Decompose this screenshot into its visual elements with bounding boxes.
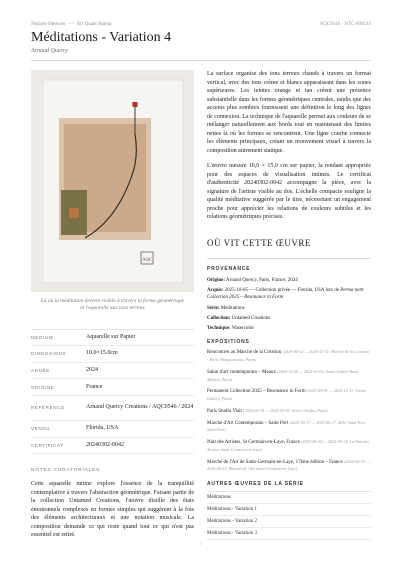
exhibition-detail: (2025-05-17 — 2025-05-17, MAC Saint-Port, Saint-Port) xyxy=(207,419,367,433)
provenance-details xyxy=(207,277,371,333)
exhibition-detail: (2025-05-24 — 2025-05-24, La Nuit des Artistes Saint-Germain-en-Laye) xyxy=(207,439,369,452)
svg-text:AQC: AQC xyxy=(142,256,152,262)
exhibition-detail: (2024-12-20 — 2025-01-05, Salon Andrée Beau Maison, Paris) xyxy=(207,368,358,382)
detail-value: Florida, USA xyxy=(86,425,119,432)
exhibition-name: Rencontres au Marché de la Création xyxy=(207,350,282,356)
artwork-details xyxy=(31,329,194,455)
breadcrumb-item[interactable]: Notices d'œuvres xyxy=(31,22,66,27)
curatorial-notes-heading: NOTES CURATORIALES xyxy=(31,468,101,474)
detail-row xyxy=(31,330,194,347)
provenance-technique-label: Technique: xyxy=(207,326,231,332)
header-divider xyxy=(31,60,371,61)
detail-value: 10.0×15.0cm xyxy=(86,350,118,357)
breadcrumb-item[interactable]: Art Quant Anima xyxy=(76,22,112,27)
exhibition-name: Permanent Collection 2025 – Resonance in Form xyxy=(207,389,306,395)
provenance-technique xyxy=(207,325,371,332)
detail-row xyxy=(31,363,194,380)
exhibition-name: Paris Studio Visit xyxy=(207,408,242,414)
page-header xyxy=(31,22,371,54)
detail-label: RÉFÉRENCE xyxy=(31,405,65,411)
detail-value: Arnaud Quercy Creations / AQC0546 / 2024 xyxy=(86,404,194,411)
exhibition-item[interactable] xyxy=(207,349,371,365)
provenance-acquired xyxy=(207,287,371,302)
provenance-origin-value: Arnaud Quercy, Paris, France, 2024 xyxy=(226,277,298,283)
page-number: 1 xyxy=(198,541,202,546)
provenance-acquired-value: 2025-10-05 — Collection privée — Florida, USA lors de xyxy=(224,288,339,294)
exhibition-detail: (2025-06-14 — 2025-06-15, Marché de l'Art Saint-Germain-en-Laye) xyxy=(207,458,370,472)
related-work-link[interactable]: Méditations xyxy=(207,492,371,504)
detail-label: CERTIFICAT xyxy=(31,442,64,448)
provenance-series-value: Méditations xyxy=(220,305,245,311)
detail-label: VENDU xyxy=(31,426,51,432)
detail-row xyxy=(31,396,194,421)
exhibition-name: Salon d'art contemporain – Meaux xyxy=(207,369,276,375)
page-title: Méditations - Variation 4 xyxy=(31,30,172,45)
related-works-heading: AUTRES ŒUVRES DE LA SÉRIE xyxy=(207,481,304,488)
exhibition-item[interactable] xyxy=(207,420,371,436)
curatorial-notes-text: Cette aquarelle intime explore l'essence de la tranquillité contemplative à travers l'abstraction géométrique. Faisant partie de la collection Untamed Creations, l'œuvre distille des états émotionnels complexes en formes simples qui suggèrent à la fois des éléments architecturaux et une notation musicale. La composition demande ce qui reste quand tout ce qui n'est pas essentiel est retiré. xyxy=(31,481,194,539)
provenance-series-label: Série: xyxy=(207,305,220,311)
exhibition-item[interactable] xyxy=(207,408,371,416)
detail-label: ORIGINE xyxy=(31,384,55,390)
left-column xyxy=(31,70,194,540)
provenance-technique-value: Watercolor xyxy=(231,326,254,332)
detail-label: ANNÉE xyxy=(31,368,50,374)
detail-value: 20240302-0042 xyxy=(86,441,124,448)
detail-label: DIMENSIONS xyxy=(31,351,67,357)
provenance-collection xyxy=(207,315,371,322)
exhibition-item[interactable] xyxy=(207,459,371,475)
exhibition-item[interactable] xyxy=(207,439,371,455)
related-work-link[interactable]: Méditations - Variation 1 xyxy=(207,504,371,516)
location-heading: OÙ VIT CETTE ŒUVRE xyxy=(207,237,311,248)
exhibition-detail: (2025-09-01 — 2025-12-31, Artiste Gallery, Paris) xyxy=(207,388,367,402)
section-divider xyxy=(207,258,371,259)
artwork-painting xyxy=(31,70,194,292)
exhibition-item[interactable] xyxy=(207,369,371,385)
exhibition-detail: (2024-04-22 — 2024-12-31, Marché de la Création - Paris Montparnasse, Paris) xyxy=(207,349,370,363)
provenance-acquired-exhibition[interactable]: Perma nent Collection 2025 – Resonance in Form xyxy=(207,288,364,301)
provenance-origin-label: Origine: xyxy=(207,277,226,283)
exhibitions-heading: EXPOSITIONS xyxy=(207,339,250,346)
detail-value: 2024 xyxy=(86,366,98,373)
detail-row xyxy=(31,346,194,363)
artwork-image xyxy=(31,70,194,292)
provenance-collection-value: Untamed Creations xyxy=(231,315,271,321)
breadcrumb-separator: — xyxy=(68,22,74,27)
exhibition-item[interactable] xyxy=(207,388,371,404)
provenance-collection-label: Collection: xyxy=(207,315,231,321)
right-column xyxy=(207,70,371,540)
related-works-list xyxy=(207,492,371,540)
artwork-caption: Là où la méditation devient visible à travers la forme géométrique et l'aquarelle aux tons terreux xyxy=(40,298,185,312)
exhibition-name: Marché d'Art Contemporain – Saint Port xyxy=(207,420,289,426)
provenance-series xyxy=(207,305,371,312)
exhibition-name: Marché de l'Art de Saint-Germain-en-Laye, 17ème édition – France xyxy=(207,459,343,465)
detail-row xyxy=(31,379,194,396)
reference-code: AQC0546 · NTC-000144 xyxy=(319,22,371,27)
provenance-heading: PROVENANCE xyxy=(207,265,251,272)
exhibition-name: Nuit des Artistes, St Germain-en-Laye, France xyxy=(207,440,300,446)
provenance-acquired-label: Acquis: xyxy=(207,288,224,294)
description-paragraph: La surface organise des tons terreux chauds à travers un format vertical, avec des tons crème et blancs apparaissant dans les zones supérieures. Les teintes orange et tan créent une présence substantielle dans les formes géométriques centrales, tandis que des accents plus sombres fournissent une définition le long des lignes de connexion. La technique de l'aquarelle permet aux couleurs de se mélanger naturellement aux bords tout en maintenant des limites nettes là où les formes se rencontrent. Une ligne courbe connecte les éléments principaux, créant un mouvement visuel à travers la composition autrement statique. xyxy=(207,71,371,154)
description-paragraph: L'œuvre mesure 10,0 × 15,0 cm sur papier, la rendant appropriée pour des espaces de visualisation intimes. Le certificat d'authenticité 20240302-0042 accompagne la pièce, avec la signature de l'artiste visible au dos. L'échelle compacte souligne la qualité méditative suggérée par le titre, nécessitant un engagement proche pour apprécier les relations de couleurs subtiles et les relations géométriques précises. xyxy=(207,163,371,221)
detail-label: MÉDIUM xyxy=(31,334,54,340)
exhibitions-list xyxy=(207,349,371,474)
exhibition-detail: (2025-02-18 — 2025-02-18, Artist's Studio, Paris) xyxy=(243,407,328,413)
artist-name: Arnaud Quercy xyxy=(31,48,68,54)
detail-value: Aquarelle sur Papier xyxy=(86,333,136,340)
detail-row xyxy=(31,438,194,455)
related-work-link[interactable]: Méditations - Variation 2 xyxy=(207,516,371,528)
provenance-origin xyxy=(207,277,371,284)
related-work-link[interactable]: Méditations - Variation 3 xyxy=(207,528,371,540)
detail-row xyxy=(31,421,194,438)
detail-value: France xyxy=(86,383,103,390)
